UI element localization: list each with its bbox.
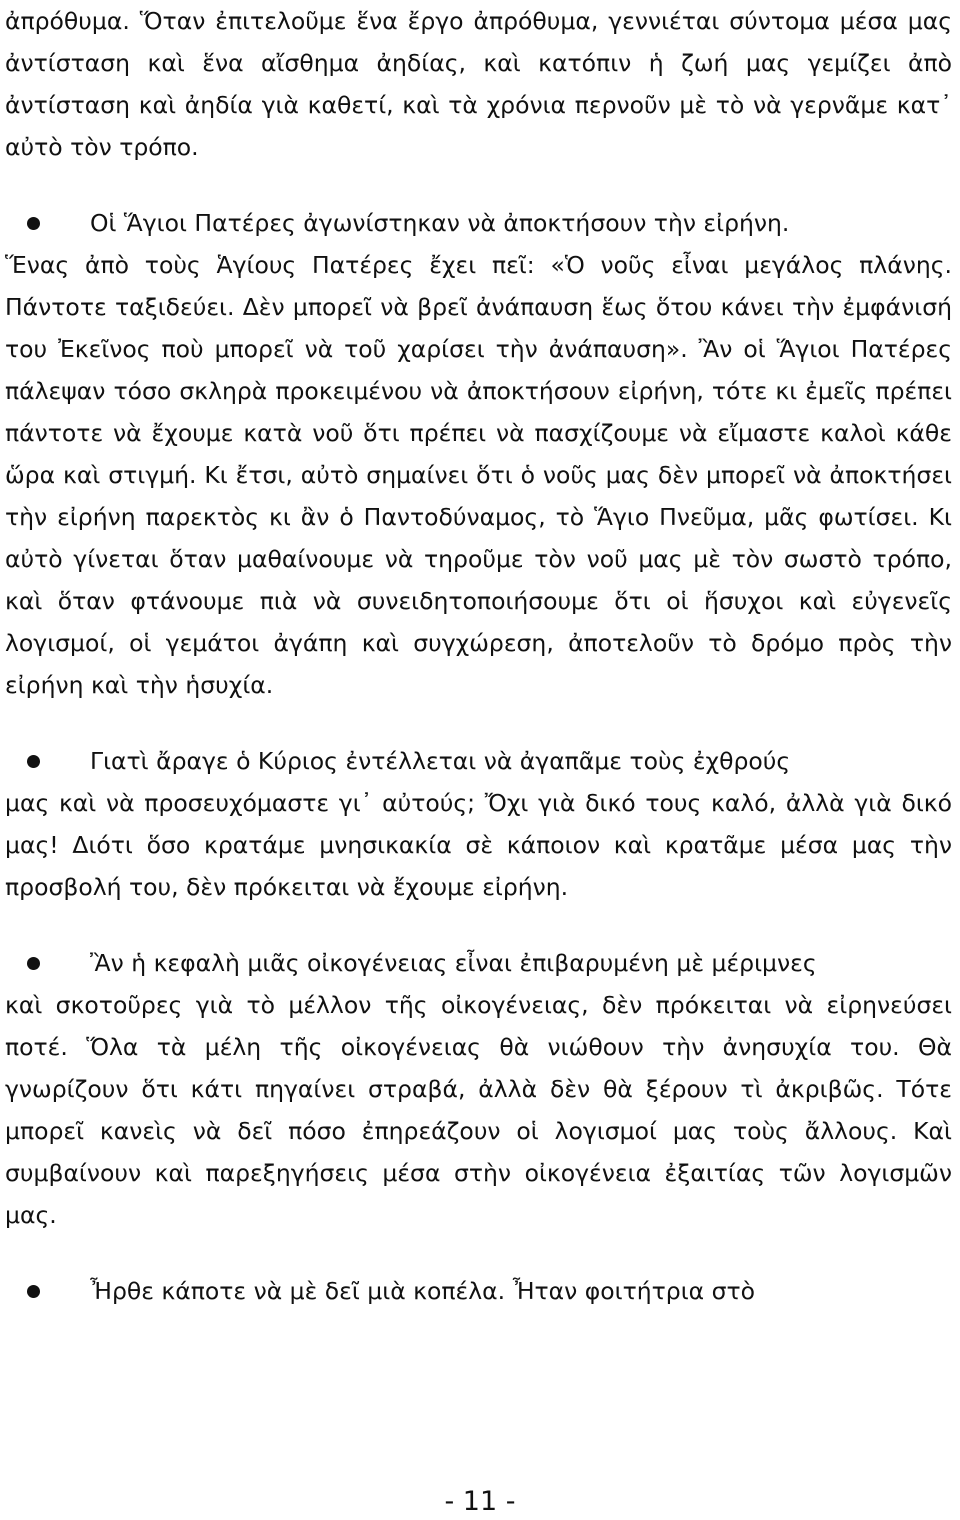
bullet-lead-line: [5, 1270, 952, 1312]
bullet-paragraph-3: [5, 942, 952, 1236]
opening-paragraph: ἀπρόθυμα. Ὅταν ἐπιτελοῦμε ἕνα ἔργο ἀπρόθυμα, γεννιέται σύντομα μέσα μας ἀντίσταση καὶ ἕνα αἴσθημα ἀηδίας, καὶ κατόπιν ἡ ζωή μας γεμίζει ἀπὸ ἀντίσταση καὶ ἀηδία γιὰ καθετί, καὶ τὰ χρόνια περνοῦν μὲ τὸ νὰ γερνᾶμε κατ᾽ αὐτὸ τὸν τρόπο.: [5, 7, 952, 161]
bullet-lead-text: Ἂν ἡ κεφαλὴ μιᾶς οἰκογένειας εἶναι ἐπιβαρυμένη μὲ μέριμνες: [90, 949, 817, 977]
bullet-lead-line: [5, 942, 952, 984]
bullet-body-text: καὶ σκοτοῦρες γιὰ τὸ μέλλον τῆς οἰκογένειας, δὲν πρόκειται νὰ εἰρηνεύσει ποτέ. Ὅλα τὰ μέλη τῆς οἰκογένειας θὰ νιώθουν τὴν ἀνησυχία του. Θὰ γνωρίζουν ὅτι κάτι πηγαίνει στραβά, ἀλλὰ δὲν θὰ ξέρουν τὶ ἀκριβῶς. Τότε μπορεῖ κανεὶς νὰ δεῖ πόσο ἐπηρεάζουν οἱ λογισμοί μας τοὺς ἄλλους. Καὶ συμβαίνουν καὶ παρεξηγήσεις μέσα στὴν οἰκογένεια ἐξαιτίας τῶν λογισμῶν μας.: [5, 991, 952, 1229]
page-number: - 11 -: [444, 1486, 516, 1517]
bullet-lead-line: [5, 740, 952, 782]
bullet-icon: [27, 1285, 40, 1298]
bullet-body-text: μας καὶ νὰ προσευχόμαστε γι᾽ αὐτούς; Ὄχι γιὰ δικό τους καλό, ἀλλὰ γιὰ δικό μας! Διότι ὅσο κρατάμε μνησικακία σὲ κάποιον καὶ κρατᾶμε μέσα μας τὴν προσβολή του, δὲν πρόκειται νὰ ἔχουμε εἰρήνη.: [5, 789, 952, 901]
bullet-paragraph-2: [5, 740, 952, 908]
bullet-lead-text: Γιατὶ ἄραγε ὁ Κύριος ἐντέλλεται νὰ ἀγαπᾶμε τοὺς ἐχθρούς: [90, 747, 791, 775]
bullet-icon: [27, 755, 40, 768]
bullet-paragraph-4: [5, 1270, 952, 1312]
bullet-lead-text: Οἱ Ἅγιοι Πατέρες ἀγωνίστηκαν νὰ ἀποκτήσουν τὴν εἰρήνη.: [90, 209, 790, 237]
bullet-icon: [27, 957, 40, 970]
bullet-body-text: Ἕνας ἀπὸ τοὺς Ἁγίους Πατέρες ἔχει πεῖ: «Ὁ νοῦς εἶναι μεγάλος πλάνης. Πάντοτε ταξιδεύει. Δὲν μπορεῖ νὰ βρεῖ ἀνάπαυση ἕως ὅτου κάνει τὴν ἐμφάνισή του Ἐκεῖνος ποὺ μπορεῖ νὰ τοῦ χαρίσει τὴν ἀνάπαυση». Ἂν οἱ Ἅγιοι Πατέρες πάλεψαν τόσο σκληρὰ προκειμένου νὰ ἀποκτήσουν εἰρήνη, τότε κι ἐμεῖς πρέπει πάντοτε νὰ ἔχουμε κατὰ νοῦ ὅτι πρέπει νὰ πασχίζουμε νὰ εἴμαστε καλοὶ κάθε ὥρα καὶ στιγμή. Κι ἔτσι, αὐτὸ σημαίνει ὅτι ὁ νοῦς μας δὲν μπορεῖ νὰ ἀποκτήσει τὴν εἰρήνη παρεκτὸς κι ἂν ὁ Παντοδύναμος, τὸ Ἅγιο Πνεῦμα, μᾶς φωτίσει. Κι αὐτὸ γίνεται ὅταν μαθαίνουμε νὰ τηροῦμε τὸν νοῦ μας μὲ τὸν σωστὸ τρόπο, καὶ ὅταν φτάνουμε πιὰ νὰ συνειδητοποιήσουμε ὅτι οἱ ἥσυχοι καὶ εὐγενεῖς λογισμοί, οἱ γεμάτοι ἀγάπη καὶ συγχώρεση, ἀποτελοῦν τὸ δρόμο πρὸς τὴν εἰρήνη καὶ τὴν ἡσυχία.: [5, 251, 952, 699]
bullet-paragraph-1: [5, 202, 952, 706]
bullet-icon: [27, 217, 40, 230]
bullet-lead-line: [5, 202, 952, 244]
bullet-lead-text: Ἦρθε κάποτε νὰ μὲ δεῖ μιὰ κοπέλα. Ἦταν φοιτήτρια στὸ: [90, 1277, 756, 1305]
